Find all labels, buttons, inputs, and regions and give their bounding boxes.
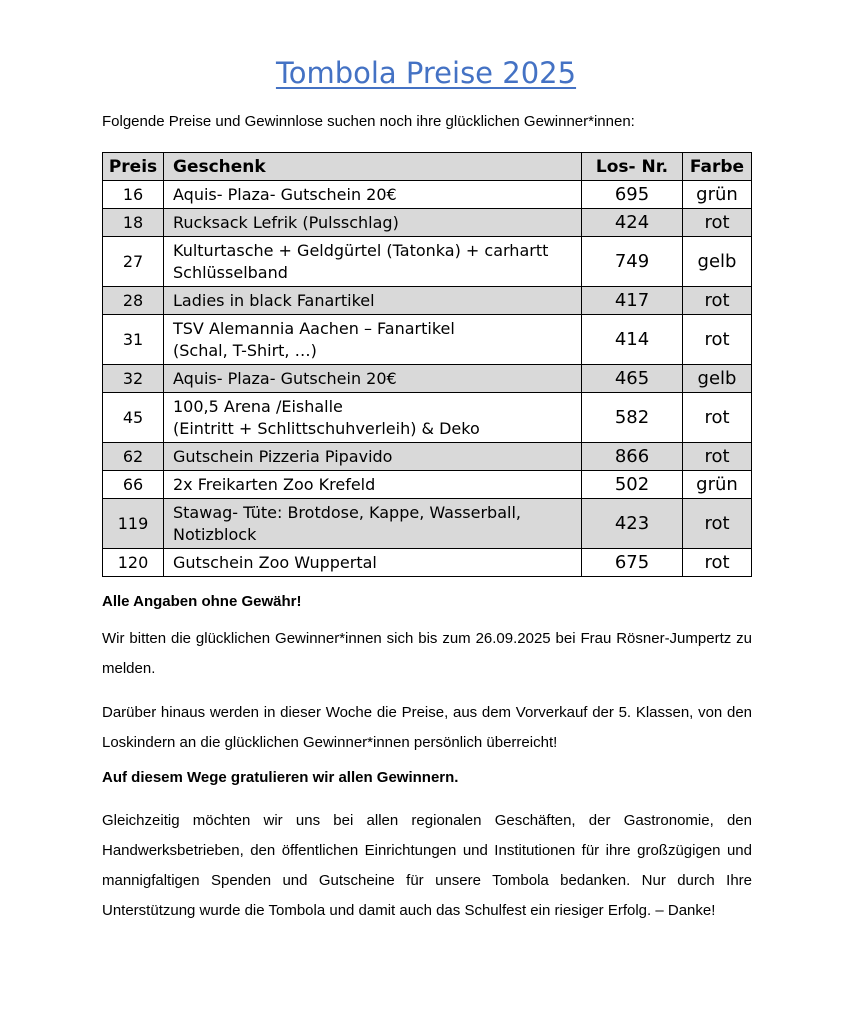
- cell-preis: 45: [103, 393, 164, 443]
- header-farbe: Farbe: [683, 153, 752, 181]
- table-row: [103, 209, 752, 237]
- cell-farbe: rot: [683, 315, 752, 365]
- paragraph-thanks: Gleichzeitig möchten wir uns bei allen regionalen Geschäften, der Gastronomie, den Handwerksbetrieben, den öffentlichen Einrichtungen und Institutionen für ihre großzügigen und mannigfaltigen Spenden und Gutscheine für unsere Tombola bedanken. Nur durch Ihre Unterstützung wurde die Tombola und damit auch das Schulfest ein riesiger Erfolg. – Danke!: [102, 812, 752, 919]
- cell-preis: 66: [103, 471, 164, 499]
- disclaimer-text: Alle Angaben ohne Gewähr!: [102, 593, 302, 610]
- table-row: [103, 365, 752, 393]
- cell-los: 423: [582, 499, 683, 549]
- cell-geschenk: Gutschein Zoo Wuppertal: [164, 549, 582, 577]
- cell-farbe: rot: [683, 287, 752, 315]
- cell-preis: 27: [103, 237, 164, 287]
- cell-geschenk: Ladies in black Fanartikel: [164, 287, 582, 315]
- cell-farbe: gelb: [683, 365, 752, 393]
- cell-geschenk: [164, 315, 582, 365]
- cell-geschenk: Kulturtasche + Geldgürtel (Tatonka) + carhartt Schlüsselband: [164, 237, 582, 287]
- cell-geschenk-line1: 100,5 Arena /Eishalle: [173, 396, 343, 416]
- table-row: [103, 181, 752, 209]
- header-preis: Preis: [103, 153, 164, 181]
- cell-preis: 28: [103, 287, 164, 315]
- paragraph-contact: Wir bitten die glücklichen Gewinner*innen sich bis zum 26.09.2025 bei Frau Rösner-Jumpertz zu melden.: [102, 630, 752, 677]
- cell-los: 417: [582, 287, 683, 315]
- cell-preis: 120: [103, 549, 164, 577]
- cell-preis: 18: [103, 209, 164, 237]
- cell-farbe: grün: [683, 181, 752, 209]
- intro-text: Folgende Preise und Gewinnlose suchen noch ihre glücklichen Gewinner*innen:: [102, 113, 635, 130]
- cell-geschenk-line2: (Schal, T-Shirt, …): [173, 340, 317, 360]
- cell-los: 866: [582, 443, 683, 471]
- cell-preis: 16: [103, 181, 164, 209]
- cell-los: 695: [582, 181, 683, 209]
- cell-los: 465: [582, 365, 683, 393]
- congratulations-text: Auf diesem Wege gratulieren wir allen Gewinnern.: [102, 769, 459, 786]
- cell-farbe: gelb: [683, 237, 752, 287]
- table-row: [103, 443, 752, 471]
- cell-geschenk: Gutschein Pizzeria Pipavido: [164, 443, 582, 471]
- cell-geschenk-line2: (Eintritt + Schlittschuhverleih) & Deko: [173, 418, 480, 438]
- cell-preis: 31: [103, 315, 164, 365]
- cell-preis: 32: [103, 365, 164, 393]
- cell-los: 502: [582, 471, 683, 499]
- table-row: [103, 499, 752, 549]
- cell-farbe: rot: [683, 443, 752, 471]
- table-row: [103, 287, 752, 315]
- table-row: [103, 237, 752, 287]
- page-title: [0, 53, 852, 93]
- prize-table: [102, 152, 752, 577]
- cell-preis: 119: [103, 499, 164, 549]
- cell-geschenk: 2x Freikarten Zoo Krefeld: [164, 471, 582, 499]
- cell-geschenk: Aquis- Plaza- Gutschein 20€: [164, 365, 582, 393]
- cell-los: 675: [582, 549, 683, 577]
- cell-los: 424: [582, 209, 683, 237]
- table-row: [103, 471, 752, 499]
- table-row: [103, 315, 752, 365]
- page-title-text: Tombola Preise 2025: [275, 56, 577, 90]
- cell-geschenk: Aquis- Plaza- Gutschein 20€: [164, 181, 582, 209]
- cell-farbe: rot: [683, 499, 752, 549]
- paragraph-handover: Darüber hinaus werden in dieser Woche die Preise, aus dem Vorverkauf der 5. Klassen, von den Loskindern an die glücklichen Gewinner*innen persönlich überreicht!: [102, 704, 752, 751]
- cell-geschenk: [164, 393, 582, 443]
- cell-geschenk: Stawag- Tüte: Brotdose, Kappe, Wasserball, Notizblock: [164, 499, 582, 549]
- header-geschenk: Geschenk: [164, 153, 582, 181]
- cell-los: 582: [582, 393, 683, 443]
- cell-los: 414: [582, 315, 683, 365]
- cell-farbe: grün: [683, 471, 752, 499]
- cell-farbe: rot: [683, 549, 752, 577]
- cell-farbe: rot: [683, 209, 752, 237]
- table-row: [103, 549, 752, 577]
- cell-geschenk: Rucksack Lefrik (Pulsschlag): [164, 209, 582, 237]
- cell-geschenk-line1: TSV Alemannia Aachen – Fanartikel: [173, 318, 455, 338]
- cell-farbe: rot: [683, 393, 752, 443]
- cell-preis: 62: [103, 443, 164, 471]
- table-row: [103, 393, 752, 443]
- header-los: Los- Nr.: [582, 153, 683, 181]
- cell-los: 749: [582, 237, 683, 287]
- table-header-row: [103, 153, 752, 181]
